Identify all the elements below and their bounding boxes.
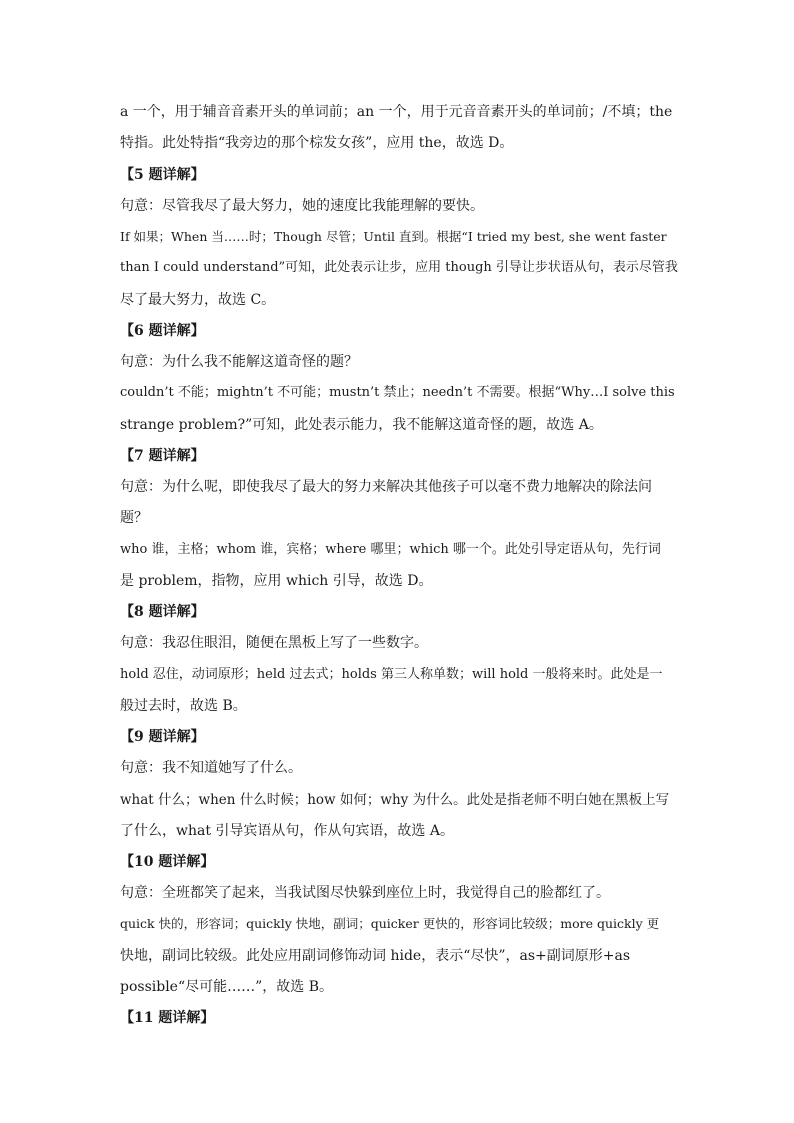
section-heading-9: 【9 题详解】 bbox=[120, 729, 205, 745]
text-line: 句意：全班都笑了起来，当我试图尽快躲到座位上时，我觉得自己的脸都红了。 bbox=[120, 885, 610, 901]
text-line: 题？ bbox=[120, 510, 148, 526]
text-line: 句意：我不知道她写了什么。 bbox=[120, 760, 302, 776]
text-line: 是 problem，指物，应用 which 引导，故选 D。 bbox=[120, 573, 433, 589]
text-line: 般过去时，故选 B。 bbox=[120, 698, 247, 714]
text-line: who 谁，主格；whom 谁，宾格；where 哪里；which 哪一个。此处引导定语从句，先行词 bbox=[120, 542, 661, 557]
text-line: 了什么，what 引导宾语从句，作从句宾语，故选 A。 bbox=[120, 823, 454, 839]
section-heading-7: 【7 题详解】 bbox=[120, 448, 205, 464]
text-line: If 如果；When 当……时；Though 尽管；Until 直到。根据“I tried my best, she went faster bbox=[120, 229, 667, 244]
section-heading-6: 【6 题详解】 bbox=[120, 323, 205, 339]
text-line: hold 忍住，动词原形；held 过去式；holds 第三人称单数；will hold 一般将来时。此处是一 bbox=[120, 667, 663, 682]
text-line: strange problem?”可知，此处表示能力，我不能解这道奇怪的题，故选 A。 bbox=[120, 417, 603, 433]
text-line: 句意：为什么我不能解这道奇怪的题？ bbox=[120, 354, 358, 370]
text-line: 特指。此处特指“我旁边的那个棕发女孩”，应用 the，故选 D。 bbox=[120, 135, 514, 151]
section-heading-8: 【8 题详解】 bbox=[120, 604, 205, 620]
text-line: possible“尽可能……”，故选 B。 bbox=[120, 979, 334, 995]
section-heading-11: 【11 题详解】 bbox=[120, 1010, 215, 1026]
text-line: than I could understand”可知，此处表示让步，应用 though 引导让步状语从句，表示尽管我 bbox=[120, 260, 678, 275]
section-heading-5: 【5 题详解】 bbox=[120, 167, 205, 183]
text-line: what 什么；when 什么时候；how 如何；why 为什么。此处是指老师不明白她在黑板上写 bbox=[120, 792, 670, 808]
text-line: a 一个，用于辅音音素开头的单词前；an 一个，用于元音音素开头的单词前；/不填；the bbox=[120, 104, 673, 120]
text-line: quick 快的，形容词；quickly 快地，副词；quicker 更快的，形容词比较级；more quickly 更 bbox=[120, 916, 660, 931]
section-heading-10: 【10 题详解】 bbox=[120, 854, 215, 870]
text-line: 尽了最大努力，故选 C。 bbox=[120, 292, 276, 308]
text-line: couldn’t 不能；mightn’t 不可能；mustn’t 禁止；needn’t 不需要。根据“Why…I solve this bbox=[120, 385, 675, 400]
text-line: 快地，副词比较级。此处应用副词修饰动词 hide，表示“尽快”，as+副词原形+as bbox=[120, 948, 631, 964]
text-line: 句意：尽管我尽了最大努力，她的速度比我能理解的要快。 bbox=[120, 198, 484, 214]
text-line: 句意：我忍住眼泪，随便在黑板上写了一些数字。 bbox=[120, 635, 428, 651]
text-line: 句意：为什么呢，即使我尽了最大的努力来解决其他孩子可以毫不费力地解决的除法问 bbox=[120, 479, 652, 495]
